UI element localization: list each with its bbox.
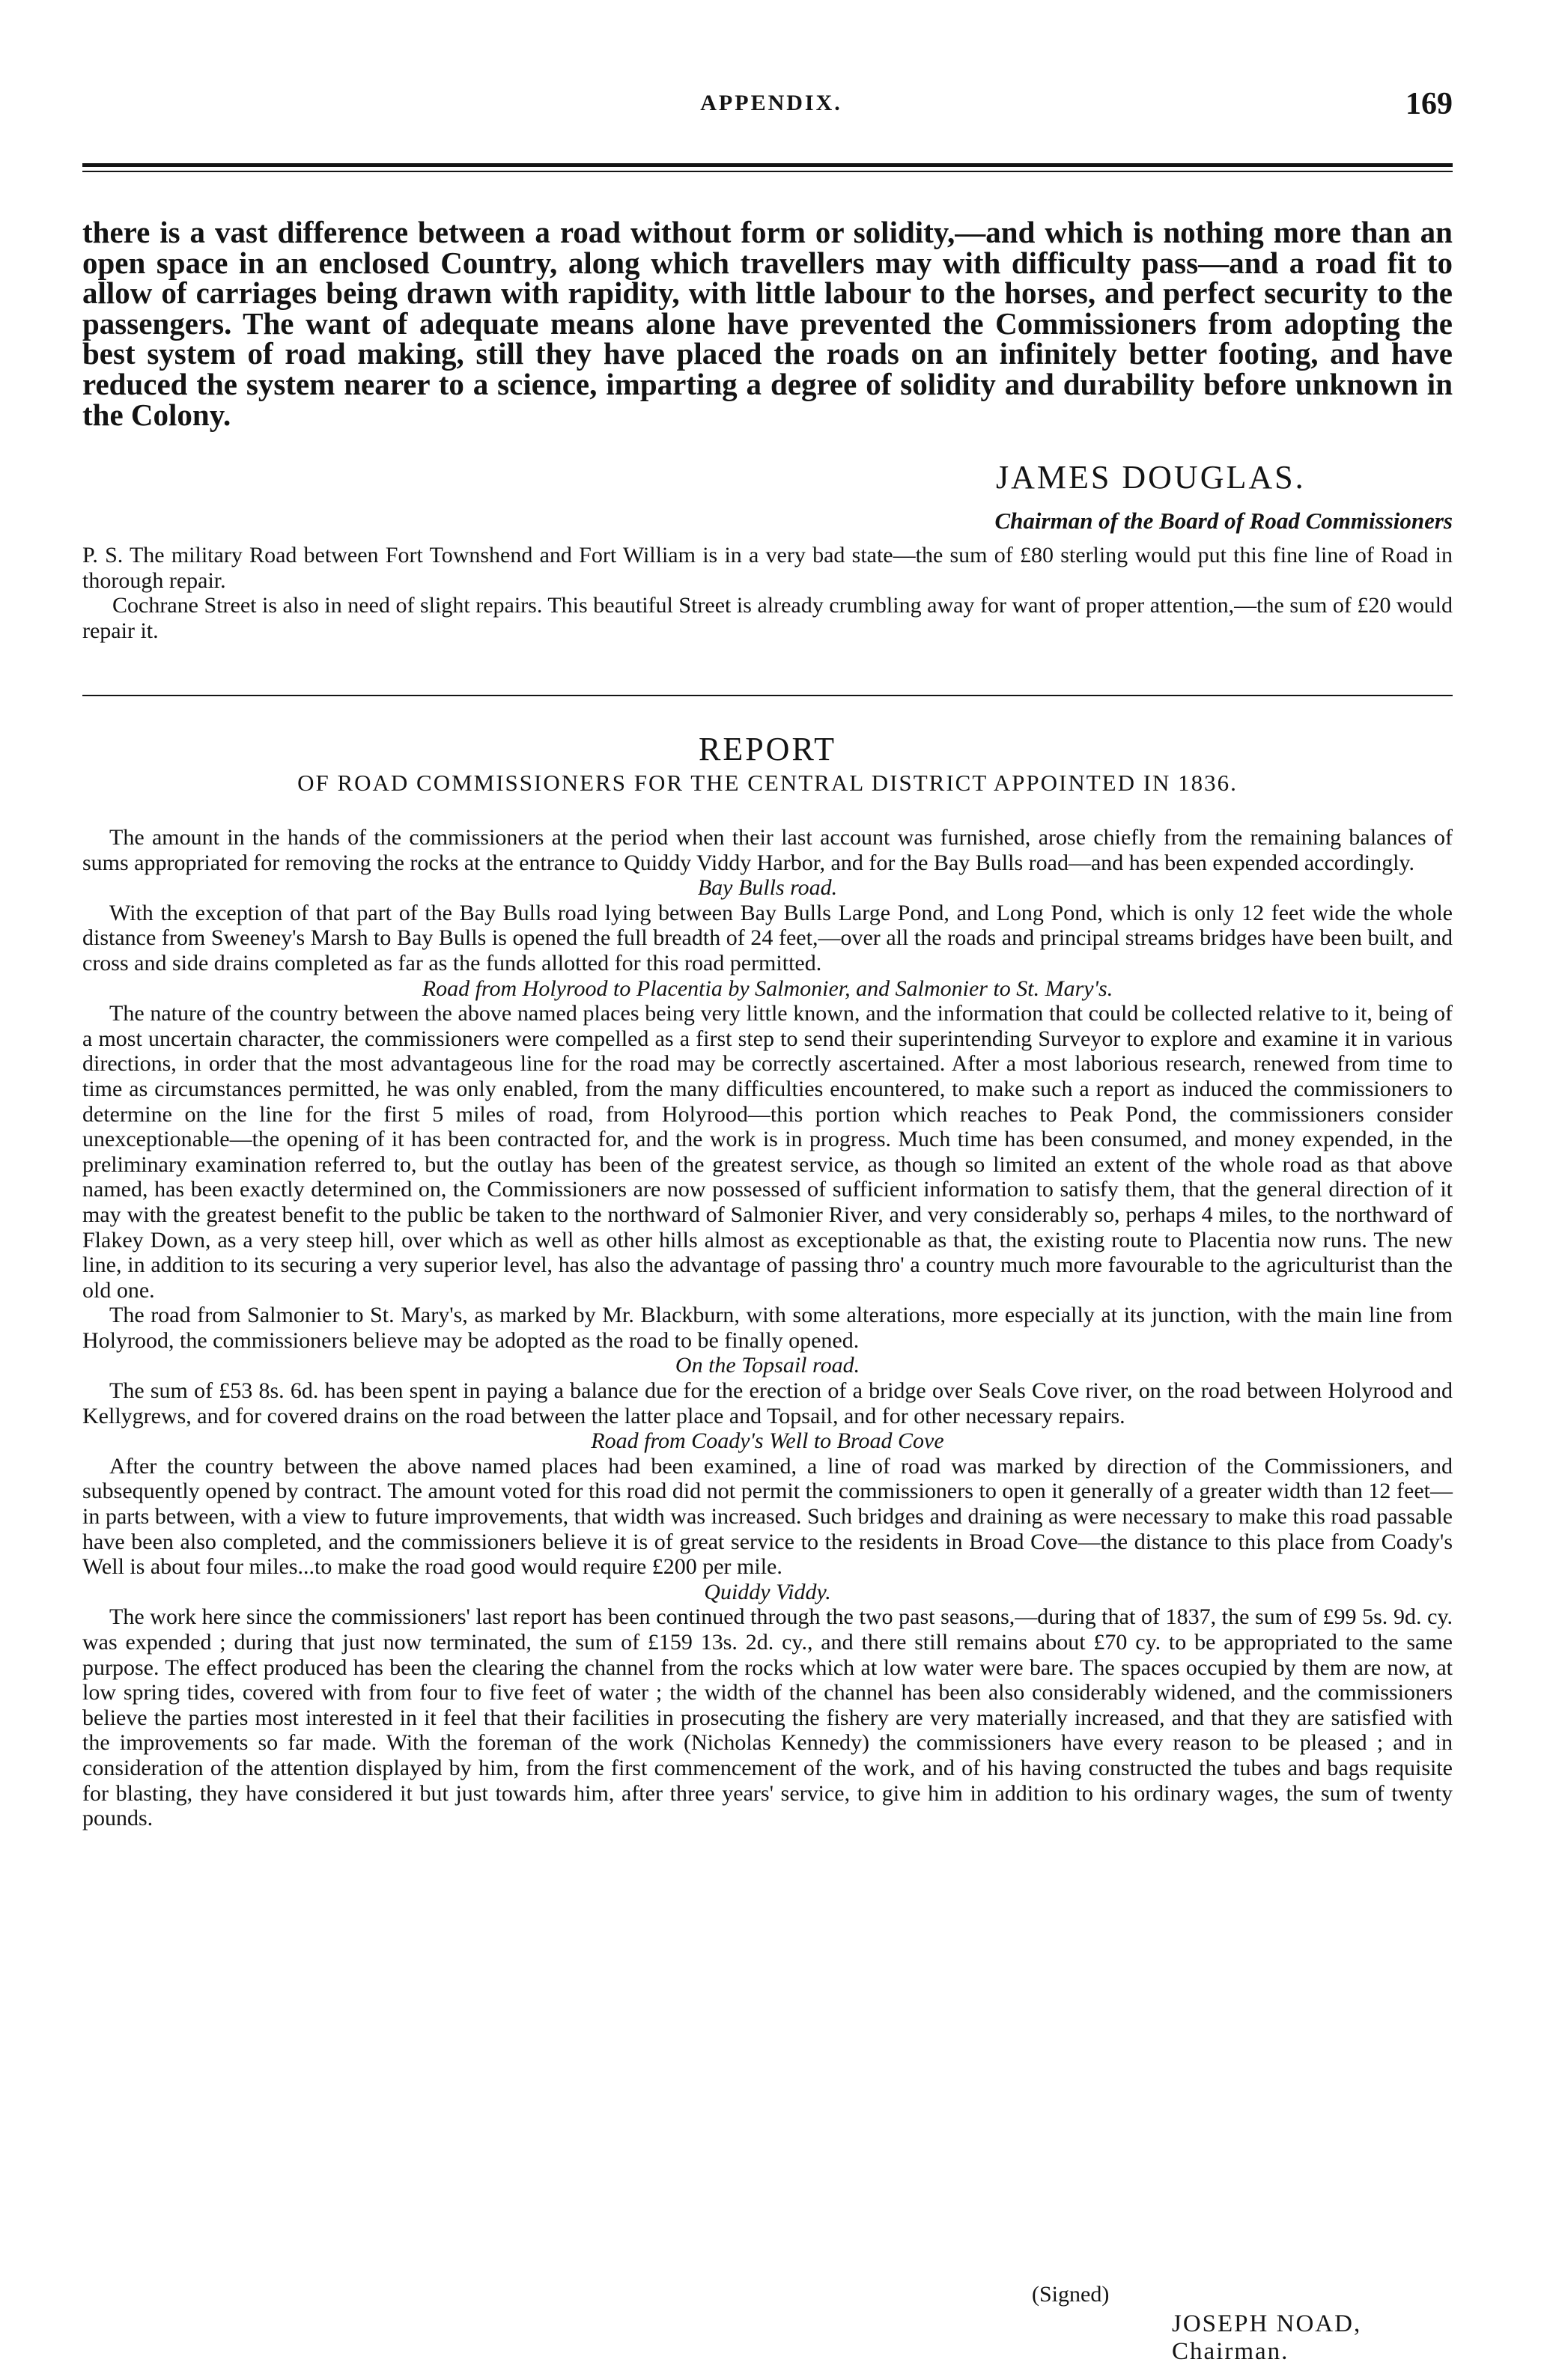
page-number: 169 <box>1405 87 1453 121</box>
postscript-paragraph: P. S. The military Road between Fort Townshend and Fort William is in a very bad state—the sum of £80 sterling would put this fine line of Road in thorough repair. <box>82 543 1453 593</box>
postscript <box>82 543 1453 643</box>
letter-signature-title: Chairman of the Board of Road Commissioners <box>994 508 1453 534</box>
postscript-paragraph: Cochrane Street is also in need of slight repairs. This beautiful Street is already crumbling away for want of proper attention,—the sum of £20 would repair it. <box>82 593 1453 643</box>
letter-conclusion <box>82 217 1453 430</box>
report-paragraph: After the country between the above named places had been examined, a line of road was marked by direction of the Commissioners, and subsequently opened by contract. The amount voted for this road did not permit the commissioners to open it generally of a greater width than 12 feet—in parts between, with a view to future improvements, that width was increased. Such bridges and draining as were necessary to make this road passable have been also completed, and the commissioners believe it is of great service to the residents in Broad Cove—the distance to this place from Coady's Well is about four miles...to make the road good would require £200 per mile. <box>82 1453 1453 1580</box>
chairman-signature: JOSEPH NOAD, Chairman. <box>1172 2310 1362 2365</box>
report-section-heading: Quiddy Viddy. <box>704 1579 831 1604</box>
report-section-heading: Road from Holyrood to Placentia by Salmonier, and Salmonier to St. Mary's. <box>422 976 1113 1001</box>
report-body <box>82 825 1453 1831</box>
letter-signature: JAMES DOUGLAS. <box>996 459 1306 496</box>
section-divider <box>82 695 1453 696</box>
report-paragraph: The amount in the hands of the commissioners at the period when their last account was furnished, arose chiefly from the remaining balances of sums appropriated for removing the rocks at the entrance to Quiddy Viddy Harbor, and for the Bay Bulls road—and has been expended accordingly. <box>82 825 1453 875</box>
signed-label: (Signed) <box>1032 2282 1110 2307</box>
report-subtitle: OF ROAD COMMISSIONERS FOR THE CENTRAL DISTRICT APPOINTED IN 1836. <box>297 770 1238 796</box>
header-double-rule <box>82 163 1453 172</box>
report-paragraph: The road from Salmonier to St. Mary's, as marked by Mr. Blackburn, with some alterations, more especially at its junction, with the main line from Holyrood, the commissioners believe may be adopted as the road to be finally opened. <box>82 1303 1453 1353</box>
report-section-heading: Road from Coady's Well to Broad Cove <box>591 1428 944 1454</box>
report-section-heading: On the Topsail road. <box>675 1353 860 1378</box>
report-paragraph: The sum of £53 8s. 6d. has been spent in paying a balance due for the erection of a bridge over Seals Cove river, on the road between Holyrood and Kellygrews, and for covered drains on the road between the latter place and Topsail, and for other necessary repairs. <box>82 1378 1453 1428</box>
report-title: REPORT <box>698 731 837 767</box>
running-title: APPENDIX. <box>700 91 842 115</box>
letter-body-paragraph: there is a vast difference between a road without form or solidity,—and which is nothing more than an open space in an enclosed Country, along which travellers may with difficulty pass—and a road fit to allow of carriages being drawn with rapidity, with little labour to the horses, and perfect security to the passengers. The want of adequate means alone have prevented the Commissioners from adopting the best system of road making, still they have placed the roads on an infinitely better footing, and have reduced the system nearer to a science, imparting a degree of solidity and durability before unknown in the Colony. <box>82 215 1453 432</box>
report-section-heading: Bay Bulls road. <box>697 875 838 901</box>
report-paragraph: With the exception of that part of the Bay Bulls road lying between Bay Bulls Large Pond, and Long Pond, which is only 12 feet wide the whole distance from Sweeney's Marsh to Bay Bulls is opened the full breadth of 24 feet,—over all the roads and principal streams bridges have been built, and cross and side drains completed as far as the funds allotted for this road permitted. <box>82 900 1453 976</box>
report-paragraph: The work here since the commissioners' last report has been continued through the two past seasons,—during that of 1837, the sum of £99 5s. 9d. cy. was expended ; during that just now terminated, the sum of £159 13s. 2d. cy., and there still remains about £70 cy. to be appropriated to the same purpose. The effect produced has been the clearing the channel from the rocks which at low water were bare. The spaces occupied by them are now, at low spring tides, covered with from four to five feet of water ; the width of the channel has been also considerably widened, and the commissioners believe the parties most interested in it feel that their facilities in prosecuting the fishery are very materially increased, and that they are satisfied with the improvements so far made. With the foreman of the work (Nicholas Kennedy) the commissioners have every reason to be pleased ; and in consideration of the attention displayed by him, from the first commencement of the work, and of his having constructed the tubes and bags requisite for blasting, they have considered it but just towards him, after three years' service, to give him in addition to his ordinary wages, the sum of twenty pounds. <box>82 1604 1453 1831</box>
running-head <box>82 86 1460 124</box>
report-paragraph: The nature of the country between the above named places being very little known, and the information that could be collected relative to it, being of a most uncertain character, the commissioners were compelled as a first step to send their superintending Surveyor to explore and examine it in various directions, in order that the most advantageous line for the road may be correctly ascertained. After a most laborious research, renewed from time to time as circumstances permitted, he was only enabled, from the many difficulties encountered, to make such a report as induced the commissioners to determine on the line for the first 5 miles of road, from Holyrood—this portion which reaches to Peak Pond, the commissioners consider unexceptionable—the opening of it has been contracted for, and the work is in progress. Much time has been consumed, and money expended, in the preliminary examination referred to, but the outlay has been of the greatest service, as though so limited an extent of the whole road as that above named, has been exactly determined on, the Commissioners are now possessed of sufficient information to satisfy them, that the general direction of it may with the greatest benefit to the public be taken to the northward of Salmonier River, and very considerably so, perhaps 4 miles, to the northward of Flakey Down, as a very steep hill, over which as well as other hills almost as exceptionable as that, the existing route to Placentia now runs. The new line, in addition to its securing a very superior level, has also the advantage of passing thro' a country much more favourable to the agriculturist than the old one. <box>82 1001 1453 1303</box>
